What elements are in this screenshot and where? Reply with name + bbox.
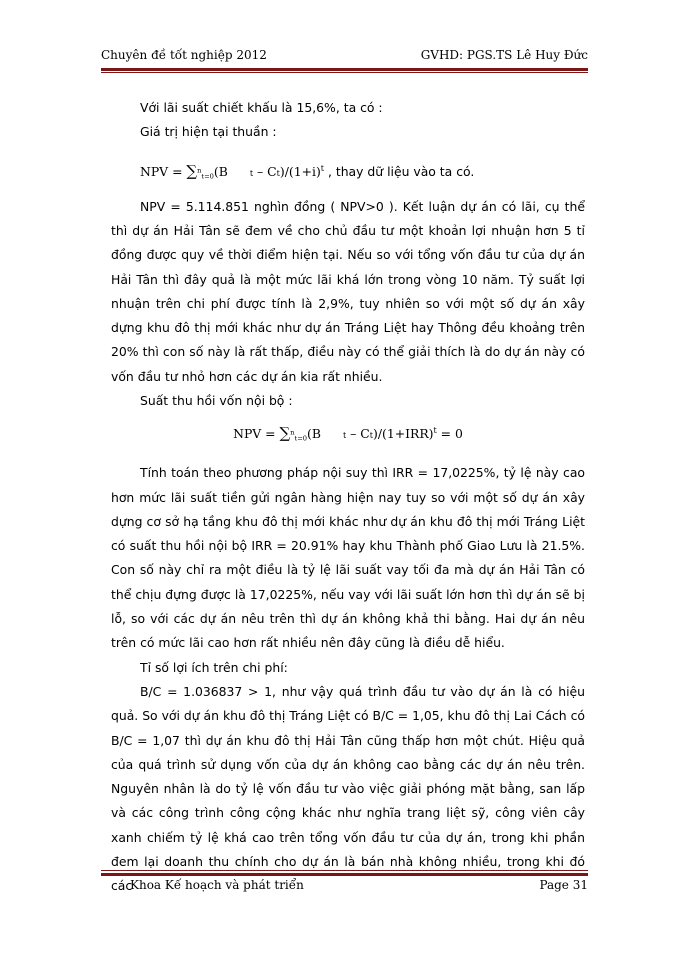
- header-supervisor: GVHD: PGS.TS Lê Huy Đức: [420, 48, 588, 62]
- paragraph-bc-heading: Tỉ số lợi ích trên chi phí:: [140, 659, 288, 675]
- npv-formula: NPV = ∑$^n_{t=0}$(B $t - Ct)/(1+i)^t$ , thay dữ liệu vào ta có.: [140, 161, 475, 181]
- page-header: [101, 48, 588, 68]
- header-rule-thin: [101, 72, 588, 73]
- paragraph-irr-result: Tính toán theo phương pháp nội suy thì IRR = 17,0225%, tỷ lệ này cao hơn mức lãi suất tiền gửi ngân hàng hiện nay tuy so với một số dự án xây dựng cơ sở hạ tầng khu đô thị mới khác như dự án khu đô thị mới Tráng Liệt có suất thu hồi nội bộ IRR = 20.91% hay khu Thành phố Giao Lưu là 21.5%. Con số này chỉ ra một điều là tỷ lệ lãi suất vay tối đa mà dự án Hải Tân có thể chịu đựng được là 17,0225%, nếu vay với lãi suất lớn hơn thì dự án sẽ bị lỗ, so với các dự án nêu trên thì dự án không khả thi bằng. Hai dự án nêu trên có mức lãi cao hơn rất nhiều nên đây cũng là điều dễ hiểu.: [111, 465, 585, 651]
- footer-rule-thin: [101, 870, 588, 871]
- page-body: [111, 96, 585, 899]
- paragraph-bc-result: B/C = 1.036837 > 1, như vậy quá trình đầu tư vào dự án là có hiệu quả. So với dự án khu đô thị Tráng Liệt có B/C = 1,05, khu đô thị Lai Cách có B/C = 1,07 thì dự án khu đô thị Hải Tân cũng thấp hơn một chút. Hiệu quả của quá trình sử dụng vốn của dự án không cao bằng các dự án nêu trên. Nguyên nhân là do tỷ lệ vốn đầu tư vào việc giải phóng mặt bằng, san lấp và các công trình công cộng khác như nghĩa trang liệt sỹ, công viên cây xanh chiếm tỷ lệ khá cao trên tổng vốn đầu tư của dự án, trong khi phần đem lại doanh thu chính cho dự án là bán nhà không nhiều, trong khi đó các: [111, 683, 585, 894]
- footer-faculty: Khoa Kế hoạch và phát triển: [130, 878, 304, 892]
- header-title: Chuyên đề tốt nghiệp 2012: [101, 48, 267, 62]
- footer-rule-thick: [101, 873, 588, 876]
- page-number: Page 31: [539, 878, 588, 892]
- header-rule-thick: [101, 68, 588, 71]
- paragraph-discount-rate: Với lãi suất chiết khấu là 15,6%, ta có :: [140, 100, 383, 115]
- page-footer: [101, 878, 588, 898]
- paragraph-npv-heading: Giá trị hiện tại thuần :: [140, 124, 277, 140]
- paragraph-npv-result: NPV = 5.114.851 nghìn đồng ( NPV>0 ). Kết luận dự án có lãi, cụ thể thì dự án Hải Tân sẽ đem về cho chủ đầu tư một khoản lợi nhuận hơn 5 tỉ đồng được quy về thời điểm hiện tại. Nếu so với tổng vốn đầu tư của dự án Hải Tân thì đây quả là một mức lãi khá lớn trong vòng 10 năm. Tỷ suất lợi nhuận trên chi phí được tính là 2,9%, tuy nhiên so với một số dự án xây dựng khu đô thị mới khác như dự án Tráng Liệt hay Thông đều khoảng trên 20% thì con số này là rất thấp, điều này có thể giải thích là do dự án này có vốn đầu tư nhỏ hơn các dự án kia rất nhiều.: [111, 198, 585, 384]
- paragraph-irr-heading: Suất thu hồi vốn nội bộ :: [140, 392, 293, 408]
- irr-formula: NPV = ∑$^n_{t=0}$(B $t - Ct)/(1+IRR)^t = 0$: [233, 424, 463, 443]
